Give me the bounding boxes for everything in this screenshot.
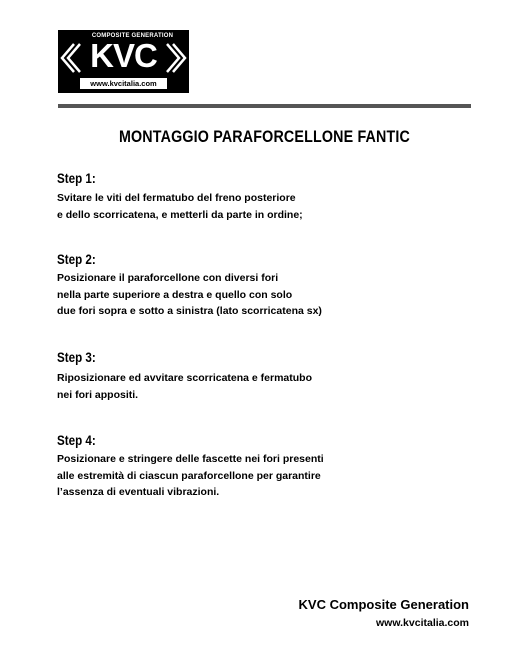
header-divider — [58, 104, 471, 108]
kvc-logo — [58, 30, 189, 93]
step-4-line: l’assenza di eventuali vibrazioni. — [57, 486, 220, 498]
logo-tagline: COMPOSITE GENERATION — [91, 33, 174, 39]
step-4-heading: Step 4: — [57, 433, 96, 448]
step-3-body — [57, 370, 312, 403]
step-2-line: Posizionare il paraforcellone con diversi fori — [57, 272, 279, 284]
step-1-line: e dello scorricatena, e metterli da parte in ordine; — [57, 208, 303, 221]
step-3-heading: Step 3: — [57, 350, 96, 365]
step-1-heading: Step 1: — [57, 171, 96, 186]
footer-url: www.kvcitalia.com — [376, 617, 469, 629]
step-2-heading: Step 2: — [57, 252, 96, 267]
step-1-body — [57, 190, 303, 223]
step-3-line: Riposizionare ed avvitare scorricatena e fermatubo — [57, 372, 313, 384]
document-title: MONTAGGIO PARAFORCELLONE FANTIC — [118, 127, 411, 146]
step-4-line: Posizionare e stringere delle fascette nei fori presenti — [57, 453, 324, 465]
step-1-line: Svitare le viti del fermatubo del freno posteriore — [57, 192, 296, 204]
logo-brand: KVC — [90, 37, 157, 74]
step-4-line: alle estremità di ciascun paraforcellone per garantire — [57, 469, 321, 482]
step-2-line: nella parte superiore a destra e quello con solo — [57, 288, 293, 301]
step-2-body — [57, 270, 322, 320]
step-3-line: nei fori appositi. — [57, 388, 139, 401]
footer-company: KVC Composite Generation — [298, 597, 469, 612]
step-2-line: due fori sopra e sotto a sinistra (lato scorricatena sx) — [57, 305, 322, 317]
logo-url: www.kvcitalia.com — [80, 78, 167, 89]
step-4-body — [57, 451, 324, 501]
